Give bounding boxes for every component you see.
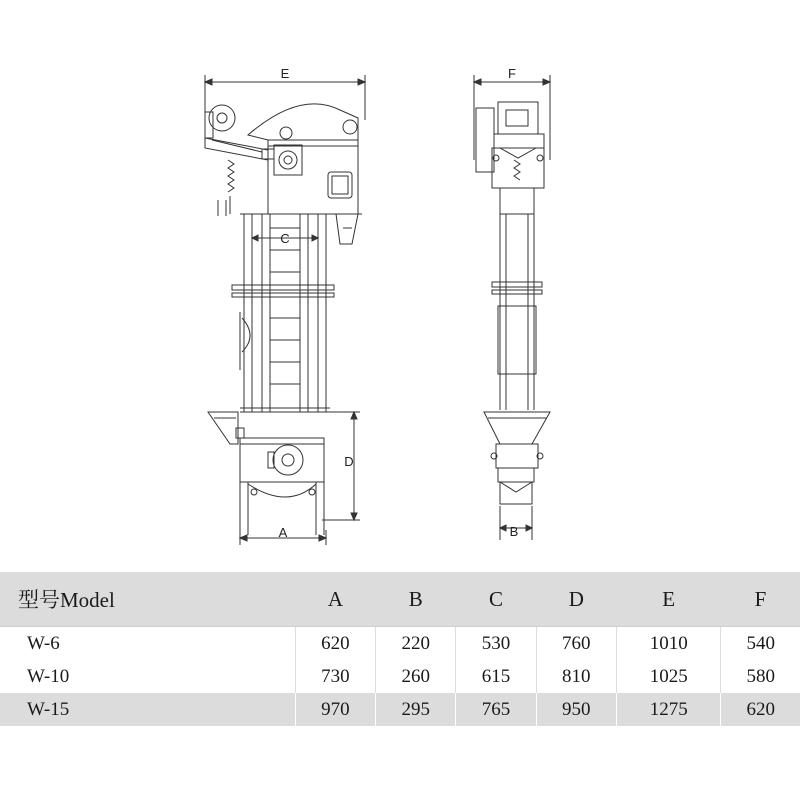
table-cell: W-10 [0,660,295,693]
label-e: E [280,66,290,81]
header-f: F [721,572,800,627]
table-cell: 1275 [616,693,721,726]
table-cell: 615 [456,660,536,693]
table-cell: W-6 [0,627,295,661]
table-cell: 950 [536,693,616,726]
table-cell: 1025 [616,660,721,693]
label-a: A [278,525,288,540]
table-row [0,660,800,693]
table-cell: 810 [536,660,616,693]
table-cell: 260 [376,660,456,693]
table-cell: 620 [295,627,375,661]
header-b: B [376,572,456,627]
header-c: C [456,572,536,627]
table-cell: 620 [721,693,800,726]
table-cell: W-15 [0,693,295,726]
header-model: 型号Model [0,572,295,627]
header-e: E [616,572,721,627]
table-cell: 220 [376,627,456,661]
table-cell: 760 [536,627,616,661]
label-b: B [509,524,519,539]
table-cell: 765 [456,693,536,726]
table-cell: 295 [376,693,456,726]
header-d: D [536,572,616,627]
side-view [474,75,550,540]
dimension-line-e [205,75,365,120]
table-cell: 970 [295,693,375,726]
dimension-line-d [322,412,360,520]
header-a: A [295,572,375,627]
table-cell: 730 [295,660,375,693]
table-cell: 580 [721,660,800,693]
label-f: F [508,66,516,81]
specification-table [0,572,800,726]
table-row [0,627,800,661]
table-cell: 530 [456,627,536,661]
label-d: D [344,454,354,469]
table-cell: 1010 [616,627,721,661]
table-cell: 540 [721,627,800,661]
table-header-row [0,572,800,627]
label-c: C [280,231,290,246]
table-row [0,693,800,726]
dimension-line-f [474,75,550,160]
front-view [205,75,365,545]
